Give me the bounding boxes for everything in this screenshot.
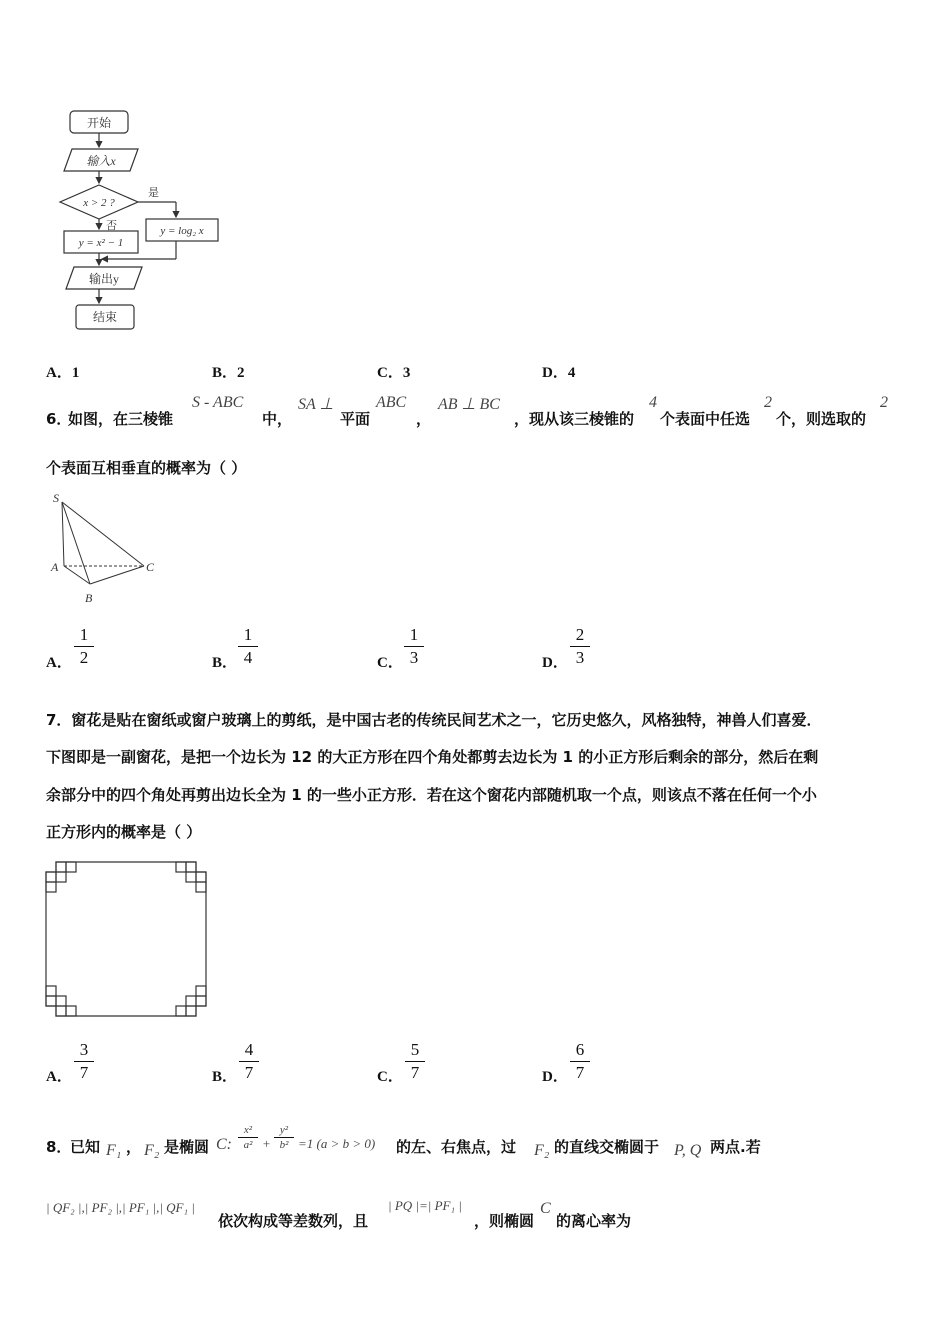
q6-math-2: SA ⊥	[298, 396, 334, 413]
q8-text-4: 的左、右焦点，过	[396, 1138, 517, 1156]
q8-math-f2b: F₂	[534, 1142, 550, 1159]
q8-math-y-fraction: $\frac{\text{y²}}{\text{b²}}$	[274, 1124, 294, 1151]
flow-no-label: 否	[106, 220, 117, 232]
q8-number: 8．	[46, 1138, 72, 1156]
q6-text-5: ，现从该三棱锥的	[514, 410, 635, 428]
q7-option-b-label: B．	[212, 1069, 238, 1085]
pyramid-label-a: A	[51, 560, 59, 574]
q5-option-d: D．4	[542, 365, 576, 381]
q7-option-b-fraction: $\frac{4}{7}$	[239, 1040, 259, 1083]
q6-option-b-label: B．	[212, 655, 238, 671]
flow-end-text: 结束	[92, 310, 118, 324]
flow-yes-label: 是	[148, 187, 159, 199]
q8-text-7: 依次构成等差数列，且	[218, 1212, 369, 1230]
flow-condition-text: x > 2 ?	[83, 197, 115, 209]
pyramid-diagram	[44, 488, 164, 608]
flow-start-text: 开始	[86, 116, 112, 130]
q8-text-3: 是椭圆	[164, 1138, 210, 1156]
q5-option-b: B．2	[212, 365, 245, 381]
q8-math-c2: C	[540, 1200, 551, 1217]
flow-yes-branch-text: y = log₂ x	[160, 225, 204, 237]
q6-option-d-fraction: $\frac{2}{3}$	[570, 625, 590, 668]
q8-text-5: 的直线交椭圆于	[554, 1138, 660, 1156]
q6-number: 6．	[46, 410, 72, 428]
pyramid-label-c: C	[146, 560, 155, 574]
q6-text-2: 中，	[262, 410, 293, 428]
q6-math-6: 2	[764, 394, 772, 411]
q8-math-f1: F₁	[106, 1142, 122, 1159]
window-flower-diagram	[42, 858, 210, 1020]
q6-text-6: 个表面中任选	[660, 410, 751, 428]
q6-option-d-label: D．	[542, 655, 568, 671]
q8-text-1: 已知	[70, 1138, 101, 1156]
q8-math-plus: +	[262, 1136, 271, 1151]
q6-text-3: 平面	[340, 410, 371, 428]
q6-math-5: 4	[649, 394, 657, 411]
q8-math-sequence: | QF₂ |,| PF₂ |,| PF₁ |,| QF₁ |	[46, 1200, 195, 1215]
q8-text-6: 两点.若	[710, 1138, 761, 1156]
q8-math-x-fraction: $\frac{\text{x²}}{\text{a²}}$	[238, 1124, 258, 1151]
q7-option-a-label: A．	[46, 1069, 72, 1085]
q5-option-a: A．1	[46, 365, 80, 381]
flow-no-branch-text: y = x² − 1	[78, 237, 124, 249]
q7-option-d-fraction: $\frac{6}{7}$	[570, 1040, 590, 1083]
q6-math-7: 2	[880, 394, 888, 411]
q7-option-c-label: C．	[377, 1069, 403, 1085]
q8-math-f2: F₂	[144, 1142, 160, 1159]
q6-option-a-label: A．	[46, 655, 72, 671]
pyramid-label-s: S	[53, 491, 59, 505]
q7-stem-line2: 下图即是一副窗花，是把一个边长为 12 的大正方形在四个角处都剪去边长为 1 的小正方形后剩余的部分，然后在剩	[46, 748, 819, 766]
q6-option-c-fraction: $\frac{1}{3}$	[404, 625, 424, 668]
flowchart-diagram	[50, 105, 230, 335]
q8-math-pq-eq: | PQ |=| PF₁ |	[388, 1198, 462, 1213]
q6-math-3: ABC	[376, 394, 407, 411]
flow-input-text: 输入x	[86, 154, 116, 168]
q6-option-b-fraction: $\frac{1}{4}$	[238, 625, 258, 668]
q8-text-9: 的离心率为	[556, 1212, 632, 1230]
q8-math-condition: =1 (a > b > 0)	[298, 1136, 376, 1151]
q6-stem-line1	[46, 394, 906, 428]
q7-stem-line4: 正方形内的概率是（ ）	[46, 823, 202, 841]
q8-math-c: C:	[216, 1136, 232, 1153]
pyramid-label-b: B	[85, 591, 93, 605]
flow-output-text: 输出y	[88, 272, 120, 286]
q8-text-8: ，则椭圆	[474, 1212, 535, 1230]
q6-text-4: ，	[416, 410, 432, 428]
q6-math-1: S - ABC	[192, 394, 244, 411]
q6-text-1: 如图，在三棱锥	[68, 410, 174, 428]
q7-option-a-fraction: $\frac{3}{7}$	[74, 1040, 94, 1083]
q6-stem-line2: 个表面互相垂直的概率为（ ）	[46, 459, 247, 477]
q6-text-7: 个，则选取的	[776, 410, 867, 428]
q6-math-4: AB ⊥ BC	[438, 396, 500, 413]
q8-math-pq: P, Q	[674, 1142, 702, 1159]
q6-option-c-label: C．	[377, 655, 403, 671]
q7-stem-line3: 余部分中的四个角处再剪出边长全为 1 的一些小正方形．若在这个窗花内部随机取一个点，则该点不落在任何一个小	[46, 786, 817, 804]
q7-stem-line1: 7．窗花是贴在窗纸或窗户玻璃上的剪纸，是中国古老的传统民间艺术之一，它历史悠久，风格独特，神兽人们喜爱．	[46, 711, 822, 729]
q8-stem-line2	[46, 1196, 906, 1232]
q8-text-2: ，	[126, 1138, 142, 1156]
q5-option-c: C．3	[377, 365, 411, 381]
q7-option-d-label: D．	[542, 1069, 568, 1085]
q7-option-c-fraction: $\frac{5}{7}$	[405, 1040, 425, 1083]
q8-stem-line1	[46, 1122, 906, 1172]
q6-option-a-fraction: $\frac{1}{2}$	[74, 625, 94, 668]
